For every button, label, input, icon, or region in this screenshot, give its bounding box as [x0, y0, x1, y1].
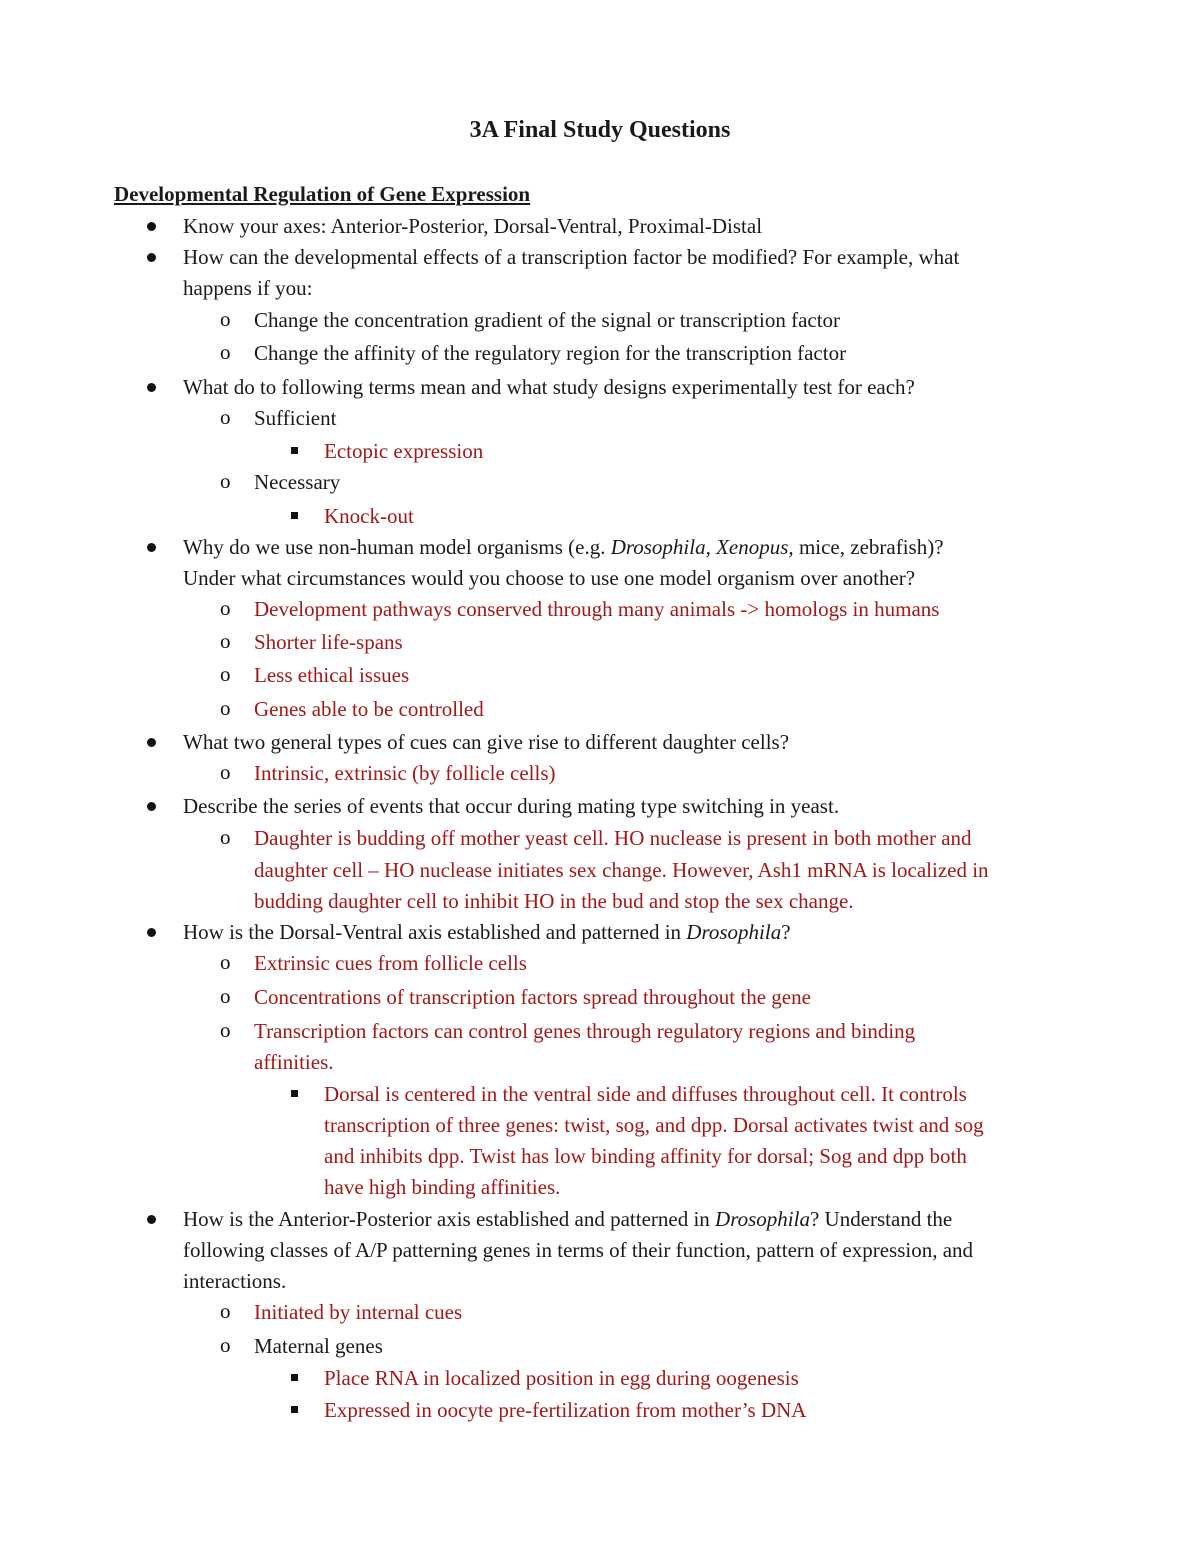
answer-line [254, 695, 484, 723]
bullet-icon [147, 738, 156, 747]
line-text: Change the concentration gradient of the signal or transcription factor [254, 308, 841, 332]
line-text: ? [781, 920, 791, 944]
circle-bullet-icon: o [220, 1018, 231, 1042]
answer-line [254, 856, 989, 884]
answer-line [324, 1364, 799, 1392]
line-text: How can the developmental effects of a transcription factor be modified? For example, what [183, 245, 960, 269]
line-text: Maternal genes [254, 1334, 383, 1358]
answer-line [254, 1017, 915, 1045]
line-text: What two general types of cues can give rise to different daughter cells? [183, 730, 790, 754]
italic-term: Drosophila [686, 920, 782, 944]
answer-line [254, 949, 527, 977]
circle-bullet-icon: o [220, 950, 231, 974]
line-text: Ectopic expression [324, 439, 484, 463]
question-line [254, 404, 336, 432]
answer-line [324, 437, 483, 465]
circle-bullet-icon: o [220, 1333, 231, 1357]
question-line [183, 243, 959, 271]
answer-line [324, 1080, 967, 1108]
answer-line [254, 661, 409, 689]
circle-bullet-icon: o [220, 340, 231, 364]
answer-line [254, 824, 972, 852]
answer-line [254, 595, 939, 623]
line-text: Daughter is budding off mother yeast cell. HO nuclease is present in both mother and [254, 826, 972, 850]
answer-line [324, 1173, 560, 1201]
bullet-icon [147, 253, 156, 262]
italic-term: Drosophila [715, 1207, 810, 1231]
bullet-icon [147, 222, 156, 231]
line-text: and inhibits dpp. Twist has low binding affinity for dorsal; Sog and dpp both [324, 1144, 967, 1168]
question-line [183, 1205, 952, 1233]
circle-bullet-icon: o [220, 1299, 231, 1323]
question-line [183, 533, 944, 561]
answer-line [254, 628, 403, 656]
line-text: transcription of three genes: twist, sog, and dpp. Dorsal activates twist and sog [324, 1113, 984, 1137]
line-text: ? Understand the [809, 1207, 953, 1231]
line-text: How is the Anterior-Posterior axis established and patterned in [183, 1207, 716, 1231]
line-text: Development pathways conserved through many animals -> homologs in humans [254, 597, 940, 621]
square-bullet-icon [291, 512, 298, 519]
line-text: Knock-out [324, 504, 414, 528]
question-line [254, 468, 340, 496]
question-line [183, 728, 789, 756]
line-text: following classes of A/P patterning genes in terms of their function, pattern of expression, and [183, 1238, 974, 1262]
line-text: Describe the series of events that occur during mating type switching in yeast. [183, 794, 840, 818]
line-text: How is the Dorsal-Ventral axis established and patterned in [183, 920, 687, 944]
line-text: Change the affinity of the regulatory region for the transcription factor [254, 341, 847, 365]
line-text: Genes able to be controlled [254, 697, 484, 721]
answer-line [254, 1298, 462, 1326]
line-text: Less ethical issues [254, 663, 410, 687]
answer-line [324, 1111, 984, 1139]
answer-line [324, 1142, 967, 1170]
answer-line [254, 983, 811, 1011]
italic-term: Drosophila, Xenopus, [610, 535, 794, 559]
circle-bullet-icon: o [220, 984, 231, 1008]
square-bullet-icon [291, 1406, 298, 1413]
square-bullet-icon [291, 1374, 298, 1381]
page-title: 3A Final Study Questions [469, 117, 731, 143]
answer-line [254, 887, 854, 915]
line-text: interactions. [183, 1269, 287, 1293]
question-line [183, 564, 915, 592]
question-line [183, 1236, 973, 1264]
answer-line [254, 1048, 334, 1076]
line-text: Under what circumstances would you choose to use one model organism over another? [183, 566, 916, 590]
line-text: Initiated by internal cues [254, 1300, 463, 1324]
line-text: Transcription factors can control genes through regulatory regions and binding [254, 1019, 916, 1043]
line-text: Sufficient [254, 406, 337, 430]
line-text: affinities. [254, 1050, 334, 1074]
answer-line [324, 1396, 806, 1424]
line-text: Concentrations of transcription factors spread throughout the gene [254, 985, 811, 1009]
line-text: mice, zebrafish)? [793, 535, 944, 559]
line-text: What do to following terms mean and what study designs experimentally test for each? [183, 375, 915, 399]
bullet-icon [147, 1215, 156, 1224]
line-text: daughter cell – HO nuclease initiates sex change. However, Ash1 mRNA is localized in [254, 858, 989, 882]
line-text: happens if you: [183, 276, 313, 300]
line-text: budding daughter cell to inhibit HO in the bud and stop the sex change. [254, 889, 854, 913]
bullet-icon [147, 383, 156, 392]
circle-bullet-icon: o [220, 760, 231, 784]
circle-bullet-icon: o [220, 825, 231, 849]
section-heading: Developmental Regulation of Gene Expression [114, 182, 531, 206]
line-text: Dorsal is centered in the ventral side and diffuses throughout cell. It controls [324, 1082, 967, 1106]
question-line [183, 918, 791, 946]
bullet-icon [147, 928, 156, 937]
answer-line [254, 759, 556, 787]
question-line [183, 373, 915, 401]
question-line [183, 1267, 286, 1295]
question-line [254, 339, 846, 367]
circle-bullet-icon: o [220, 596, 231, 620]
circle-bullet-icon: o [220, 696, 231, 720]
circle-bullet-icon: o [220, 629, 231, 653]
line-text: Know your axes: Anterior-Posterior, Dorsal-Ventral, Proximal-Distal [183, 214, 763, 238]
line-text: Shorter life-spans [254, 630, 403, 654]
circle-bullet-icon: o [220, 469, 231, 493]
question-line [183, 274, 312, 302]
line-text: Extrinsic cues from follicle cells [254, 951, 527, 975]
square-bullet-icon [291, 447, 298, 454]
bullet-icon [147, 543, 156, 552]
line-text: Necessary [254, 470, 341, 494]
circle-bullet-icon: o [220, 405, 231, 429]
answer-line [324, 502, 414, 530]
question-line [254, 1332, 383, 1360]
line-text: have high binding affinities. [324, 1175, 561, 1199]
line-text: Expressed in oocyte pre-fertilization from mother’s DNA [324, 1398, 807, 1422]
line-text: Place RNA in localized position in egg during oogenesis [324, 1366, 799, 1390]
square-bullet-icon [291, 1090, 298, 1097]
question-line [183, 792, 839, 820]
question-line [254, 306, 840, 334]
question-line [183, 212, 762, 240]
line-text: Intrinsic, extrinsic (by follicle cells) [254, 761, 556, 785]
bullet-icon [147, 802, 156, 811]
circle-bullet-icon: o [220, 307, 231, 331]
line-text: Why do we use non-human model organisms (e.g. [183, 535, 611, 559]
circle-bullet-icon: o [220, 662, 231, 686]
